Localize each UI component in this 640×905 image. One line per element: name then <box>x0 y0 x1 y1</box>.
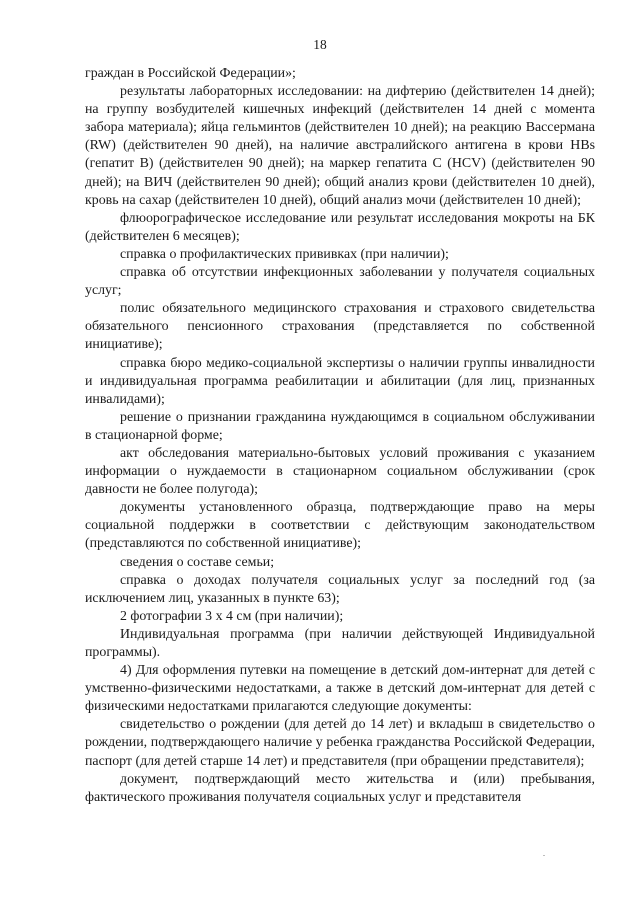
paragraph-fluorography: флюорографическое исследование или результат исследования мокроты на БК (действителен 6 месяцев); <box>85 210 595 244</box>
paragraph-lab-results: результаты лабораторных исследовании: на дифтерию (действителен 14 дней); на группу возбудителей кишечных инфекций (действителен 14 дней с момента забора материала); яйца гельминтов (действителен 10 дней); на реакцию Вассермана (RW) (действителен 90 дней), на наличие австралийского антигена в крови HBs (гепатит В) (действителен 90 дней); на маркер гепатита С (HCV) (действителен 90 дней); на ВИЧ (действителен 90 дней); общий анализ крови (действителен 10 дней), кровь на сахар (действителен 10 дней), общий анализ мочи (действителен 10 дней); <box>85 84 595 208</box>
paragraph-support-documents: документы установленного образца, подтверждающие право на меры социальной поддержки в соответствии с действующим законодательством (представляются по собственной инициативе); <box>85 500 595 552</box>
paragraph-individual-program: Индивидуальная программа (при наличии действующей Индивидуальной программы). <box>85 626 595 660</box>
paragraph-infection-certificate: справка об отсутствии инфекционных заболевании у получателя социальных услуг; <box>85 265 595 299</box>
paragraph-insurance-policy: полис обязательного медицинского страхования и страхового свидетельства обязательного пенсионного страхования (представляется по собственной инициативе); <box>85 301 595 353</box>
paragraph-photos: 2 фотографии 3 х 4 см (при наличии); <box>120 608 344 624</box>
paragraph-vaccinations: справка о профилактических прививках (при наличии); <box>120 246 449 262</box>
scan-speck <box>543 855 545 856</box>
paragraph-living-conditions-act: акт обследования материально-бытовых условий проживания с указанием информации о нуждаемости в стационарном социальном обслуживании (срок давности не более полугода); <box>85 445 595 498</box>
paragraph-residence-document: документ, подтверждающий место жительства и (или) пребывания, фактического проживания получателя социальных услуг и представителя <box>85 771 595 805</box>
paragraph-section-4: 4) Для оформления путевки на помещение в детский дом-интернат для детей с умственно-физическими недостатками, а также в детский дом-интернат для детей с физическими недостатками прилагаются следующие документы: <box>85 663 595 715</box>
paragraph-continuation: граждан в Российской Федерации»; <box>85 66 296 81</box>
page-number: 18 <box>313 37 327 52</box>
paragraph-family-info: сведения о составе семьи; <box>120 554 275 570</box>
paragraph-mse-certificate: справка бюро медико-социальной экспертизы о наличии группы инвалидности и индивидуальная программа реабилитации и абилитации (для лиц, признанных инвалидами); <box>85 355 595 407</box>
paragraph-income-certificate: справка о доходах получателя социальных услуг за последний год (за исключением лиц, указанных в пункте 63); <box>85 572 595 606</box>
paragraph-birth-certificate: свидетельство о рождении (для детей до 14 лет) и вкладыш в свидетельство о рождении, подтверждающего наличие у ребенка гражданства Российской Федерации, паспорт (для детей старше 14 лет) и представителя (при обращении представителя); <box>85 717 595 769</box>
paragraph-decision: решение о признании гражданина нуждающимся в социальном обслуживании в стационарной форме; <box>85 409 595 443</box>
document-body <box>85 65 595 807</box>
